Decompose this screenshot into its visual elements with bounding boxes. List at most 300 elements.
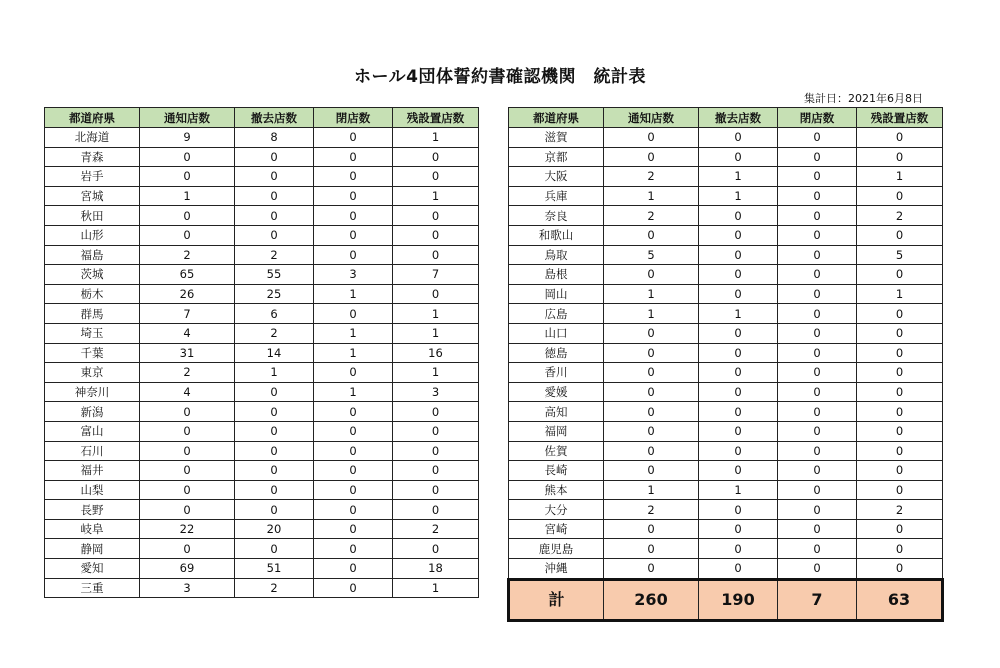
cell-closed: 0 — [314, 539, 393, 559]
cell-prefecture: 秋田 — [45, 206, 140, 226]
cell-prefecture: 群馬 — [45, 304, 140, 324]
cell-closed: 0 — [778, 519, 857, 539]
cell-removed: 0 — [699, 539, 778, 559]
cell-prefecture: 広島 — [509, 304, 604, 324]
cell-notified: 1 — [140, 186, 235, 206]
cell-notified: 0 — [140, 421, 235, 441]
cell-closed: 0 — [314, 559, 393, 579]
cell-notified: 4 — [140, 323, 235, 343]
cell-notified: 0 — [604, 559, 699, 580]
cell-closed: 0 — [314, 500, 393, 520]
cell-closed: 0 — [778, 304, 857, 324]
cell-remaining: 2 — [393, 519, 479, 539]
cell-remaining: 0 — [857, 128, 943, 148]
table-row — [45, 461, 479, 481]
cell-closed: 0 — [778, 402, 857, 422]
table-row — [45, 284, 479, 304]
table-row — [509, 363, 943, 383]
cell-closed: 0 — [778, 147, 857, 167]
table-row — [45, 206, 479, 226]
table-row — [45, 421, 479, 441]
cell-remaining: 16 — [393, 343, 479, 363]
cell-prefecture: 鳥取 — [509, 245, 604, 265]
table-row — [45, 441, 479, 461]
header-prefecture: 都道府県 — [509, 108, 604, 128]
cell-remaining: 0 — [857, 519, 943, 539]
cell-closed: 0 — [314, 402, 393, 422]
cell-closed: 0 — [778, 343, 857, 363]
header-notified: 通知店数 — [604, 108, 699, 128]
cell-prefecture: 熊本 — [509, 480, 604, 500]
cell-prefecture: 沖縄 — [509, 559, 604, 580]
cell-notified: 69 — [140, 559, 235, 579]
cell-prefecture: 愛媛 — [509, 382, 604, 402]
cell-closed: 0 — [778, 284, 857, 304]
cell-closed: 0 — [314, 206, 393, 226]
cell-closed: 0 — [778, 323, 857, 343]
cell-notified: 26 — [140, 284, 235, 304]
cell-removed: 0 — [235, 147, 314, 167]
cell-removed: 1 — [699, 304, 778, 324]
cell-removed: 14 — [235, 343, 314, 363]
cell-prefecture: 和歌山 — [509, 225, 604, 245]
cell-notified: 0 — [604, 402, 699, 422]
cell-removed: 0 — [699, 461, 778, 481]
cell-prefecture: 宮城 — [45, 186, 140, 206]
header-removed: 撤去店数 — [235, 108, 314, 128]
total-remaining: 63 — [857, 579, 943, 620]
cell-remaining: 7 — [393, 265, 479, 285]
cell-remaining: 0 — [393, 480, 479, 500]
cell-closed: 0 — [314, 421, 393, 441]
header-remaining: 残設置店数 — [857, 108, 943, 128]
cell-removed: 0 — [699, 245, 778, 265]
stats-table-right — [507, 107, 944, 622]
total-removed: 190 — [699, 579, 778, 620]
cell-notified: 0 — [604, 265, 699, 285]
cell-remaining: 0 — [393, 402, 479, 422]
cell-prefecture: 石川 — [45, 441, 140, 461]
cell-prefecture: 山形 — [45, 225, 140, 245]
cell-prefecture: 大阪 — [509, 167, 604, 187]
table-row — [509, 461, 943, 481]
cell-prefecture: 高知 — [509, 402, 604, 422]
cell-removed: 0 — [235, 382, 314, 402]
total-notified: 260 — [604, 579, 699, 620]
cell-remaining: 0 — [857, 441, 943, 461]
cell-notified: 0 — [604, 363, 699, 383]
cell-closed: 0 — [778, 265, 857, 285]
table-row — [509, 539, 943, 559]
cell-notified: 65 — [140, 265, 235, 285]
cell-notified: 1 — [604, 186, 699, 206]
cell-closed: 0 — [314, 186, 393, 206]
cell-remaining: 0 — [857, 265, 943, 285]
cell-notified: 0 — [604, 323, 699, 343]
cell-notified: 2 — [604, 500, 699, 520]
cell-notified: 0 — [604, 147, 699, 167]
cell-removed: 8 — [235, 128, 314, 148]
cell-remaining: 1 — [393, 578, 479, 598]
cell-prefecture: 兵庫 — [509, 186, 604, 206]
table-row — [45, 559, 479, 579]
cell-prefecture: 北海道 — [45, 128, 140, 148]
cell-removed: 51 — [235, 559, 314, 579]
table-row — [509, 323, 943, 343]
cell-closed: 0 — [778, 206, 857, 226]
table-row — [509, 421, 943, 441]
cell-notified: 0 — [140, 539, 235, 559]
cell-removed: 0 — [699, 363, 778, 383]
cell-notified: 0 — [604, 461, 699, 481]
cell-remaining: 0 — [857, 225, 943, 245]
cell-closed: 0 — [778, 559, 857, 580]
cell-closed: 3 — [314, 265, 393, 285]
table-row — [45, 363, 479, 383]
cell-remaining: 0 — [393, 206, 479, 226]
cell-remaining: 0 — [857, 539, 943, 559]
cell-removed: 1 — [699, 480, 778, 500]
table-row — [45, 519, 479, 539]
cell-removed: 0 — [699, 519, 778, 539]
cell-notified: 2 — [604, 206, 699, 226]
aggregation-date: 集計日：2021年6月8日 — [804, 92, 923, 105]
table-row — [45, 225, 479, 245]
table-row — [45, 304, 479, 324]
cell-remaining: 0 — [393, 167, 479, 187]
cell-prefecture: 佐賀 — [509, 441, 604, 461]
table-row — [509, 206, 943, 226]
total-closed: 7 — [778, 579, 857, 620]
total-row — [509, 579, 943, 620]
cell-removed: 25 — [235, 284, 314, 304]
cell-removed: 0 — [235, 402, 314, 422]
cell-removed: 0 — [699, 284, 778, 304]
cell-removed: 2 — [235, 578, 314, 598]
cell-prefecture: 滋賀 — [509, 128, 604, 148]
cell-notified: 1 — [604, 304, 699, 324]
total-label: 計 — [509, 579, 604, 620]
cell-closed: 0 — [778, 186, 857, 206]
cell-remaining: 1 — [857, 167, 943, 187]
cell-removed: 0 — [699, 265, 778, 285]
cell-prefecture: 三重 — [45, 578, 140, 598]
cell-notified: 2 — [604, 167, 699, 187]
table-row — [45, 539, 479, 559]
cell-remaining: 0 — [393, 421, 479, 441]
cell-remaining: 0 — [393, 245, 479, 265]
table-row — [509, 559, 943, 580]
header-removed: 撤去店数 — [699, 108, 778, 128]
cell-removed: 0 — [235, 186, 314, 206]
cell-remaining: 0 — [857, 304, 943, 324]
cell-notified: 1 — [604, 480, 699, 500]
cell-prefecture: 新潟 — [45, 402, 140, 422]
table-row — [509, 186, 943, 206]
table-row — [45, 147, 479, 167]
cell-prefecture: 京都 — [509, 147, 604, 167]
table-row — [45, 167, 479, 187]
cell-closed: 0 — [314, 245, 393, 265]
cell-remaining: 0 — [393, 284, 479, 304]
table-row — [45, 186, 479, 206]
header-prefecture: 都道府県 — [45, 108, 140, 128]
cell-removed: 1 — [699, 167, 778, 187]
cell-remaining: 0 — [857, 421, 943, 441]
cell-prefecture: 徳島 — [509, 343, 604, 363]
cell-notified: 0 — [140, 225, 235, 245]
cell-notified: 0 — [604, 519, 699, 539]
cell-removed: 0 — [699, 206, 778, 226]
cell-notified: 22 — [140, 519, 235, 539]
cell-removed: 1 — [235, 363, 314, 383]
cell-remaining: 1 — [393, 304, 479, 324]
table-row — [45, 343, 479, 363]
cell-notified: 0 — [140, 461, 235, 481]
cell-removed: 0 — [699, 382, 778, 402]
cell-closed: 0 — [778, 245, 857, 265]
table-row — [509, 167, 943, 187]
cell-closed: 0 — [778, 441, 857, 461]
cell-closed: 0 — [778, 363, 857, 383]
cell-notified: 0 — [604, 382, 699, 402]
cell-prefecture: 宮崎 — [509, 519, 604, 539]
table-row — [509, 382, 943, 402]
cell-remaining: 0 — [857, 147, 943, 167]
table-row — [509, 304, 943, 324]
cell-notified: 7 — [140, 304, 235, 324]
cell-notified: 0 — [604, 225, 699, 245]
cell-removed: 0 — [235, 480, 314, 500]
cell-remaining: 1 — [393, 363, 479, 383]
table-row — [509, 441, 943, 461]
cell-remaining: 1 — [857, 284, 943, 304]
cell-prefecture: 茨城 — [45, 265, 140, 285]
cell-remaining: 0 — [393, 225, 479, 245]
header-closed: 閉店数 — [314, 108, 393, 128]
cell-prefecture: 奈良 — [509, 206, 604, 226]
cell-remaining: 0 — [857, 559, 943, 580]
cell-remaining: 3 — [393, 382, 479, 402]
cell-removed: 6 — [235, 304, 314, 324]
cell-prefecture: 福井 — [45, 461, 140, 481]
cell-remaining: 1 — [393, 186, 479, 206]
cell-closed: 0 — [314, 480, 393, 500]
cell-notified: 2 — [140, 363, 235, 383]
cell-remaining: 2 — [857, 206, 943, 226]
cell-removed: 0 — [235, 441, 314, 461]
table-row — [45, 578, 479, 598]
cell-removed: 1 — [699, 186, 778, 206]
cell-notified: 0 — [140, 147, 235, 167]
cell-remaining: 2 — [857, 500, 943, 520]
cell-remaining: 0 — [857, 480, 943, 500]
cell-remaining: 0 — [393, 539, 479, 559]
table-row — [45, 128, 479, 148]
cell-removed: 0 — [235, 206, 314, 226]
cell-closed: 0 — [314, 578, 393, 598]
cell-closed: 0 — [314, 363, 393, 383]
cell-notified: 0 — [140, 167, 235, 187]
cell-remaining: 0 — [857, 323, 943, 343]
cell-closed: 0 — [314, 304, 393, 324]
cell-notified: 0 — [140, 500, 235, 520]
cell-removed: 0 — [699, 441, 778, 461]
cell-remaining: 1 — [393, 128, 479, 148]
cell-remaining: 0 — [393, 461, 479, 481]
page-title: ホール4団体誓約書確認機関 統計表 — [354, 67, 646, 87]
cell-removed: 2 — [235, 245, 314, 265]
cell-prefecture: 愛知 — [45, 559, 140, 579]
table-row — [509, 480, 943, 500]
cell-removed: 0 — [699, 128, 778, 148]
cell-remaining: 0 — [393, 500, 479, 520]
cell-prefecture: 千葉 — [45, 343, 140, 363]
cell-prefecture: 鹿児島 — [509, 539, 604, 559]
cell-removed: 0 — [699, 323, 778, 343]
cell-prefecture: 香川 — [509, 363, 604, 383]
cell-prefecture: 山口 — [509, 323, 604, 343]
cell-removed: 0 — [699, 147, 778, 167]
cell-prefecture: 島根 — [509, 265, 604, 285]
cell-closed: 0 — [778, 461, 857, 481]
cell-notified: 2 — [140, 245, 235, 265]
cell-prefecture: 大分 — [509, 500, 604, 520]
cell-prefecture: 岡山 — [509, 284, 604, 304]
header-row — [45, 108, 479, 128]
table-row — [45, 245, 479, 265]
cell-remaining: 0 — [857, 461, 943, 481]
cell-prefecture: 福島 — [45, 245, 140, 265]
cell-closed: 0 — [314, 225, 393, 245]
cell-remaining: 0 — [857, 363, 943, 383]
cell-closed: 1 — [314, 323, 393, 343]
cell-removed: 0 — [235, 500, 314, 520]
cell-removed: 0 — [235, 461, 314, 481]
cell-notified: 1 — [604, 284, 699, 304]
cell-prefecture: 栃木 — [45, 284, 140, 304]
cell-notified: 0 — [140, 206, 235, 226]
cell-prefecture: 神奈川 — [45, 382, 140, 402]
cell-removed: 2 — [235, 323, 314, 343]
cell-prefecture: 福岡 — [509, 421, 604, 441]
cell-closed: 1 — [314, 284, 393, 304]
cell-notified: 0 — [604, 421, 699, 441]
cell-notified: 0 — [140, 402, 235, 422]
cell-removed: 55 — [235, 265, 314, 285]
cell-removed: 0 — [699, 421, 778, 441]
cell-closed: 0 — [778, 167, 857, 187]
cell-notified: 5 — [604, 245, 699, 265]
cell-closed: 0 — [778, 382, 857, 402]
cell-removed: 0 — [699, 559, 778, 580]
header-row — [509, 108, 943, 128]
cell-prefecture: 富山 — [45, 421, 140, 441]
cell-closed: 0 — [778, 225, 857, 245]
cell-removed: 0 — [699, 402, 778, 422]
cell-prefecture: 埼玉 — [45, 323, 140, 343]
cell-remaining: 0 — [857, 186, 943, 206]
cell-notified: 0 — [604, 128, 699, 148]
cell-notified: 0 — [604, 343, 699, 363]
cell-closed: 1 — [314, 343, 393, 363]
cell-closed: 0 — [778, 128, 857, 148]
stats-table-left — [44, 107, 479, 598]
cell-prefecture: 青森 — [45, 147, 140, 167]
table-row — [509, 225, 943, 245]
cell-closed: 0 — [778, 539, 857, 559]
table-row — [509, 343, 943, 363]
table-row — [509, 245, 943, 265]
cell-closed: 0 — [778, 480, 857, 500]
table-row — [509, 128, 943, 148]
cell-prefecture: 静岡 — [45, 539, 140, 559]
cell-notified: 3 — [140, 578, 235, 598]
table-row — [45, 323, 479, 343]
table-row — [45, 382, 479, 402]
cell-prefecture: 山梨 — [45, 480, 140, 500]
table-row — [509, 147, 943, 167]
cell-prefecture: 長野 — [45, 500, 140, 520]
cell-remaining: 0 — [857, 382, 943, 402]
table-row — [509, 284, 943, 304]
table-row — [509, 500, 943, 520]
cell-removed: 0 — [235, 225, 314, 245]
cell-closed: 0 — [314, 128, 393, 148]
header-remaining: 残設置店数 — [393, 108, 479, 128]
table-row — [509, 519, 943, 539]
cell-notified: 0 — [604, 539, 699, 559]
table-row — [509, 402, 943, 422]
cell-remaining: 0 — [393, 441, 479, 461]
cell-closed: 0 — [314, 147, 393, 167]
table-row — [509, 265, 943, 285]
cell-removed: 0 — [699, 343, 778, 363]
cell-closed: 0 — [314, 441, 393, 461]
cell-notified: 9 — [140, 128, 235, 148]
cell-remaining: 5 — [857, 245, 943, 265]
table-row — [45, 480, 479, 500]
cell-remaining: 0 — [393, 147, 479, 167]
cell-notified: 0 — [140, 480, 235, 500]
cell-notified: 4 — [140, 382, 235, 402]
cell-removed: 0 — [235, 421, 314, 441]
cell-closed: 0 — [314, 461, 393, 481]
cell-remaining: 18 — [393, 559, 479, 579]
cell-closed: 0 — [778, 421, 857, 441]
cell-removed: 0 — [235, 167, 314, 187]
cell-removed: 20 — [235, 519, 314, 539]
cell-remaining: 0 — [857, 343, 943, 363]
cell-closed: 0 — [314, 167, 393, 187]
header-closed: 閉店数 — [778, 108, 857, 128]
cell-removed: 0 — [699, 225, 778, 245]
cell-removed: 0 — [235, 539, 314, 559]
cell-prefecture: 長崎 — [509, 461, 604, 481]
cell-prefecture: 東京 — [45, 363, 140, 383]
cell-notified: 0 — [604, 441, 699, 461]
cell-notified: 0 — [140, 441, 235, 461]
cell-prefecture: 岩手 — [45, 167, 140, 187]
table-row — [45, 500, 479, 520]
table-row — [45, 402, 479, 422]
cell-closed: 0 — [778, 500, 857, 520]
table-row — [45, 265, 479, 285]
cell-remaining: 0 — [857, 402, 943, 422]
cell-closed: 1 — [314, 382, 393, 402]
cell-closed: 0 — [314, 519, 393, 539]
header-notified: 通知店数 — [140, 108, 235, 128]
